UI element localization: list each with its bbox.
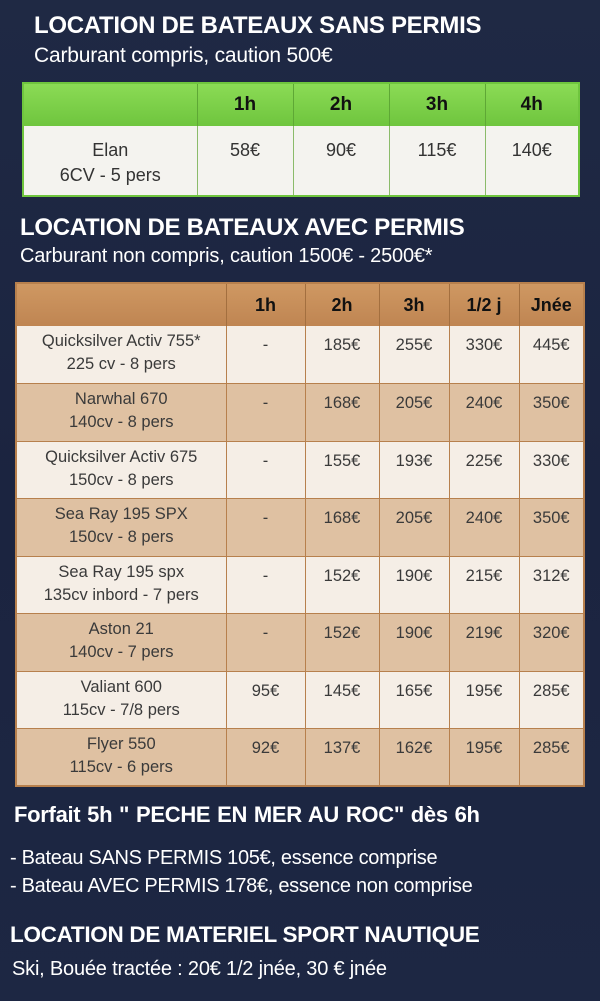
price-cell: 165€: [379, 671, 449, 729]
price-cell: -: [226, 499, 305, 557]
boat-cell: [16, 384, 226, 442]
price-cell: -: [226, 556, 305, 614]
price-cell: -: [226, 441, 305, 499]
table-row: [16, 614, 584, 672]
table-row: [16, 326, 584, 384]
price-cell: -: [226, 614, 305, 672]
price-cell: 90€: [293, 126, 389, 196]
price-cell: 195€: [449, 671, 519, 729]
table-row: [16, 384, 584, 442]
boat-name: Aston 21: [88, 620, 154, 638]
price-cell: 312€: [519, 556, 584, 614]
column-header: 4h: [485, 83, 579, 126]
price-cell: 193€: [379, 441, 449, 499]
price-cell: 140€: [485, 126, 579, 196]
boat-spec: 6CV - 5 pers: [59, 165, 161, 185]
avec-permis-price-table: [15, 282, 585, 787]
table-row: [16, 729, 584, 787]
column-header: 3h: [389, 83, 485, 126]
price-cell: 240€: [449, 384, 519, 442]
price-cell: 225€: [449, 441, 519, 499]
boat-name: Quicksilver Activ 755*: [41, 332, 201, 350]
column-header: 3h: [379, 283, 449, 326]
list-item: - Bateau SANS PERMIS 105€, essence comprise: [10, 847, 438, 869]
price-cell: 215€: [449, 556, 519, 614]
price-cell: 205€: [379, 499, 449, 557]
boat-name: Sea Ray 195 SPX: [54, 505, 188, 523]
price-cell: 330€: [519, 441, 584, 499]
boat-spec: 150cv - 8 pers: [68, 470, 174, 489]
column-header: [16, 283, 226, 326]
price-cell: 285€: [519, 671, 584, 729]
sans-permis-title: LOCATION DE BATEAUX SANS PERMIS: [34, 12, 482, 39]
avec-permis-title: LOCATION DE BATEAUX AVEC PERMIS: [20, 214, 465, 241]
price-cell: 320€: [519, 614, 584, 672]
price-cell: 190€: [379, 556, 449, 614]
price-cell: 115€: [389, 126, 485, 196]
price-cell: 350€: [519, 499, 584, 557]
price-cell: 58€: [197, 126, 293, 196]
table-row: [16, 499, 584, 557]
column-header: [23, 83, 197, 126]
price-cell: 330€: [449, 326, 519, 384]
forfait-title: Forfait 5h " PECHE EN MER AU ROC" dès 6h: [14, 802, 480, 827]
price-cell: 152€: [305, 614, 379, 672]
boat-cell: [16, 729, 226, 787]
price-cell: 255€: [379, 326, 449, 384]
boat-spec: 140cv - 7 pers: [68, 643, 174, 661]
boat-spec: 115cv - 6 pers: [69, 758, 173, 776]
price-cell: 445€: [519, 326, 584, 384]
table-row: [16, 441, 584, 499]
list-item: - Bateau AVEC PERMIS 178€, essence non comprise: [10, 875, 473, 897]
boat-name: Narwhal 670: [74, 390, 168, 408]
price-cell: -: [226, 326, 305, 384]
price-cell: 137€: [305, 729, 379, 787]
boat-name: Sea Ray 195 spx: [58, 562, 185, 581]
table-row: [23, 126, 579, 196]
boat-cell: [16, 326, 226, 384]
price-cell: -: [226, 384, 305, 442]
avec-permis-subtitle: Carburant non compris, caution 1500€ - 2500€*: [20, 245, 433, 267]
boat-name: Elan: [92, 140, 129, 160]
price-cell: 168€: [305, 384, 379, 442]
boat-cell: [16, 614, 226, 672]
price-cell: 190€: [379, 614, 449, 672]
price-cell: 240€: [449, 499, 519, 557]
price-cell: 285€: [519, 729, 584, 787]
boat-spec: 150cv - 8 pers: [68, 528, 174, 546]
boat-cell: [23, 126, 197, 196]
materiel-text: Ski, Bouée tractée : 20€ 1/2 jnée, 30 € jnée: [12, 958, 387, 980]
sans-permis-subtitle: Carburant compris, caution 500€: [34, 44, 333, 67]
boat-name: Valiant 600: [80, 677, 162, 696]
price-cell: 95€: [226, 671, 305, 729]
price-cell: 195€: [449, 729, 519, 787]
price-cell: 145€: [305, 671, 379, 729]
column-header: 1/2 j: [449, 283, 519, 326]
boat-spec: 135cv inbord - 7 pers: [43, 585, 199, 604]
boat-cell: [16, 556, 226, 614]
table-header-row: [16, 283, 584, 326]
column-header: 1h: [226, 283, 305, 326]
price-cell: 155€: [305, 441, 379, 499]
price-cell: 350€: [519, 384, 584, 442]
price-cell: 205€: [379, 384, 449, 442]
boat-cell: [16, 441, 226, 499]
sans-permis-price-table: [22, 82, 580, 197]
price-cell: 162€: [379, 729, 449, 787]
boat-cell: [16, 499, 226, 557]
column-header: 2h: [293, 83, 389, 126]
table-row: [16, 671, 584, 729]
column-header: 2h: [305, 283, 379, 326]
materiel-title: LOCATION DE MATERIEL SPORT NAUTIQUE: [10, 922, 480, 947]
table-header-row: [23, 83, 579, 126]
forfait-list: [10, 844, 472, 900]
price-cell: 168€: [305, 499, 379, 557]
price-cell: 219€: [449, 614, 519, 672]
column-header: 1h: [197, 83, 293, 126]
boat-spec: 140cv - 8 pers: [68, 413, 174, 431]
price-cell: 152€: [305, 556, 379, 614]
boat-spec: 225 cv - 8 pers: [66, 355, 176, 373]
boat-name: Quicksilver Activ 675: [45, 447, 198, 466]
table-row: [16, 556, 584, 614]
price-cell: 92€: [226, 729, 305, 787]
column-header: Jnée: [519, 283, 584, 326]
boat-name: Flyer 550: [86, 735, 156, 753]
price-cell: 185€: [305, 326, 379, 384]
boat-spec: 115cv - 7/8 pers: [62, 700, 180, 719]
boat-cell: [16, 671, 226, 729]
